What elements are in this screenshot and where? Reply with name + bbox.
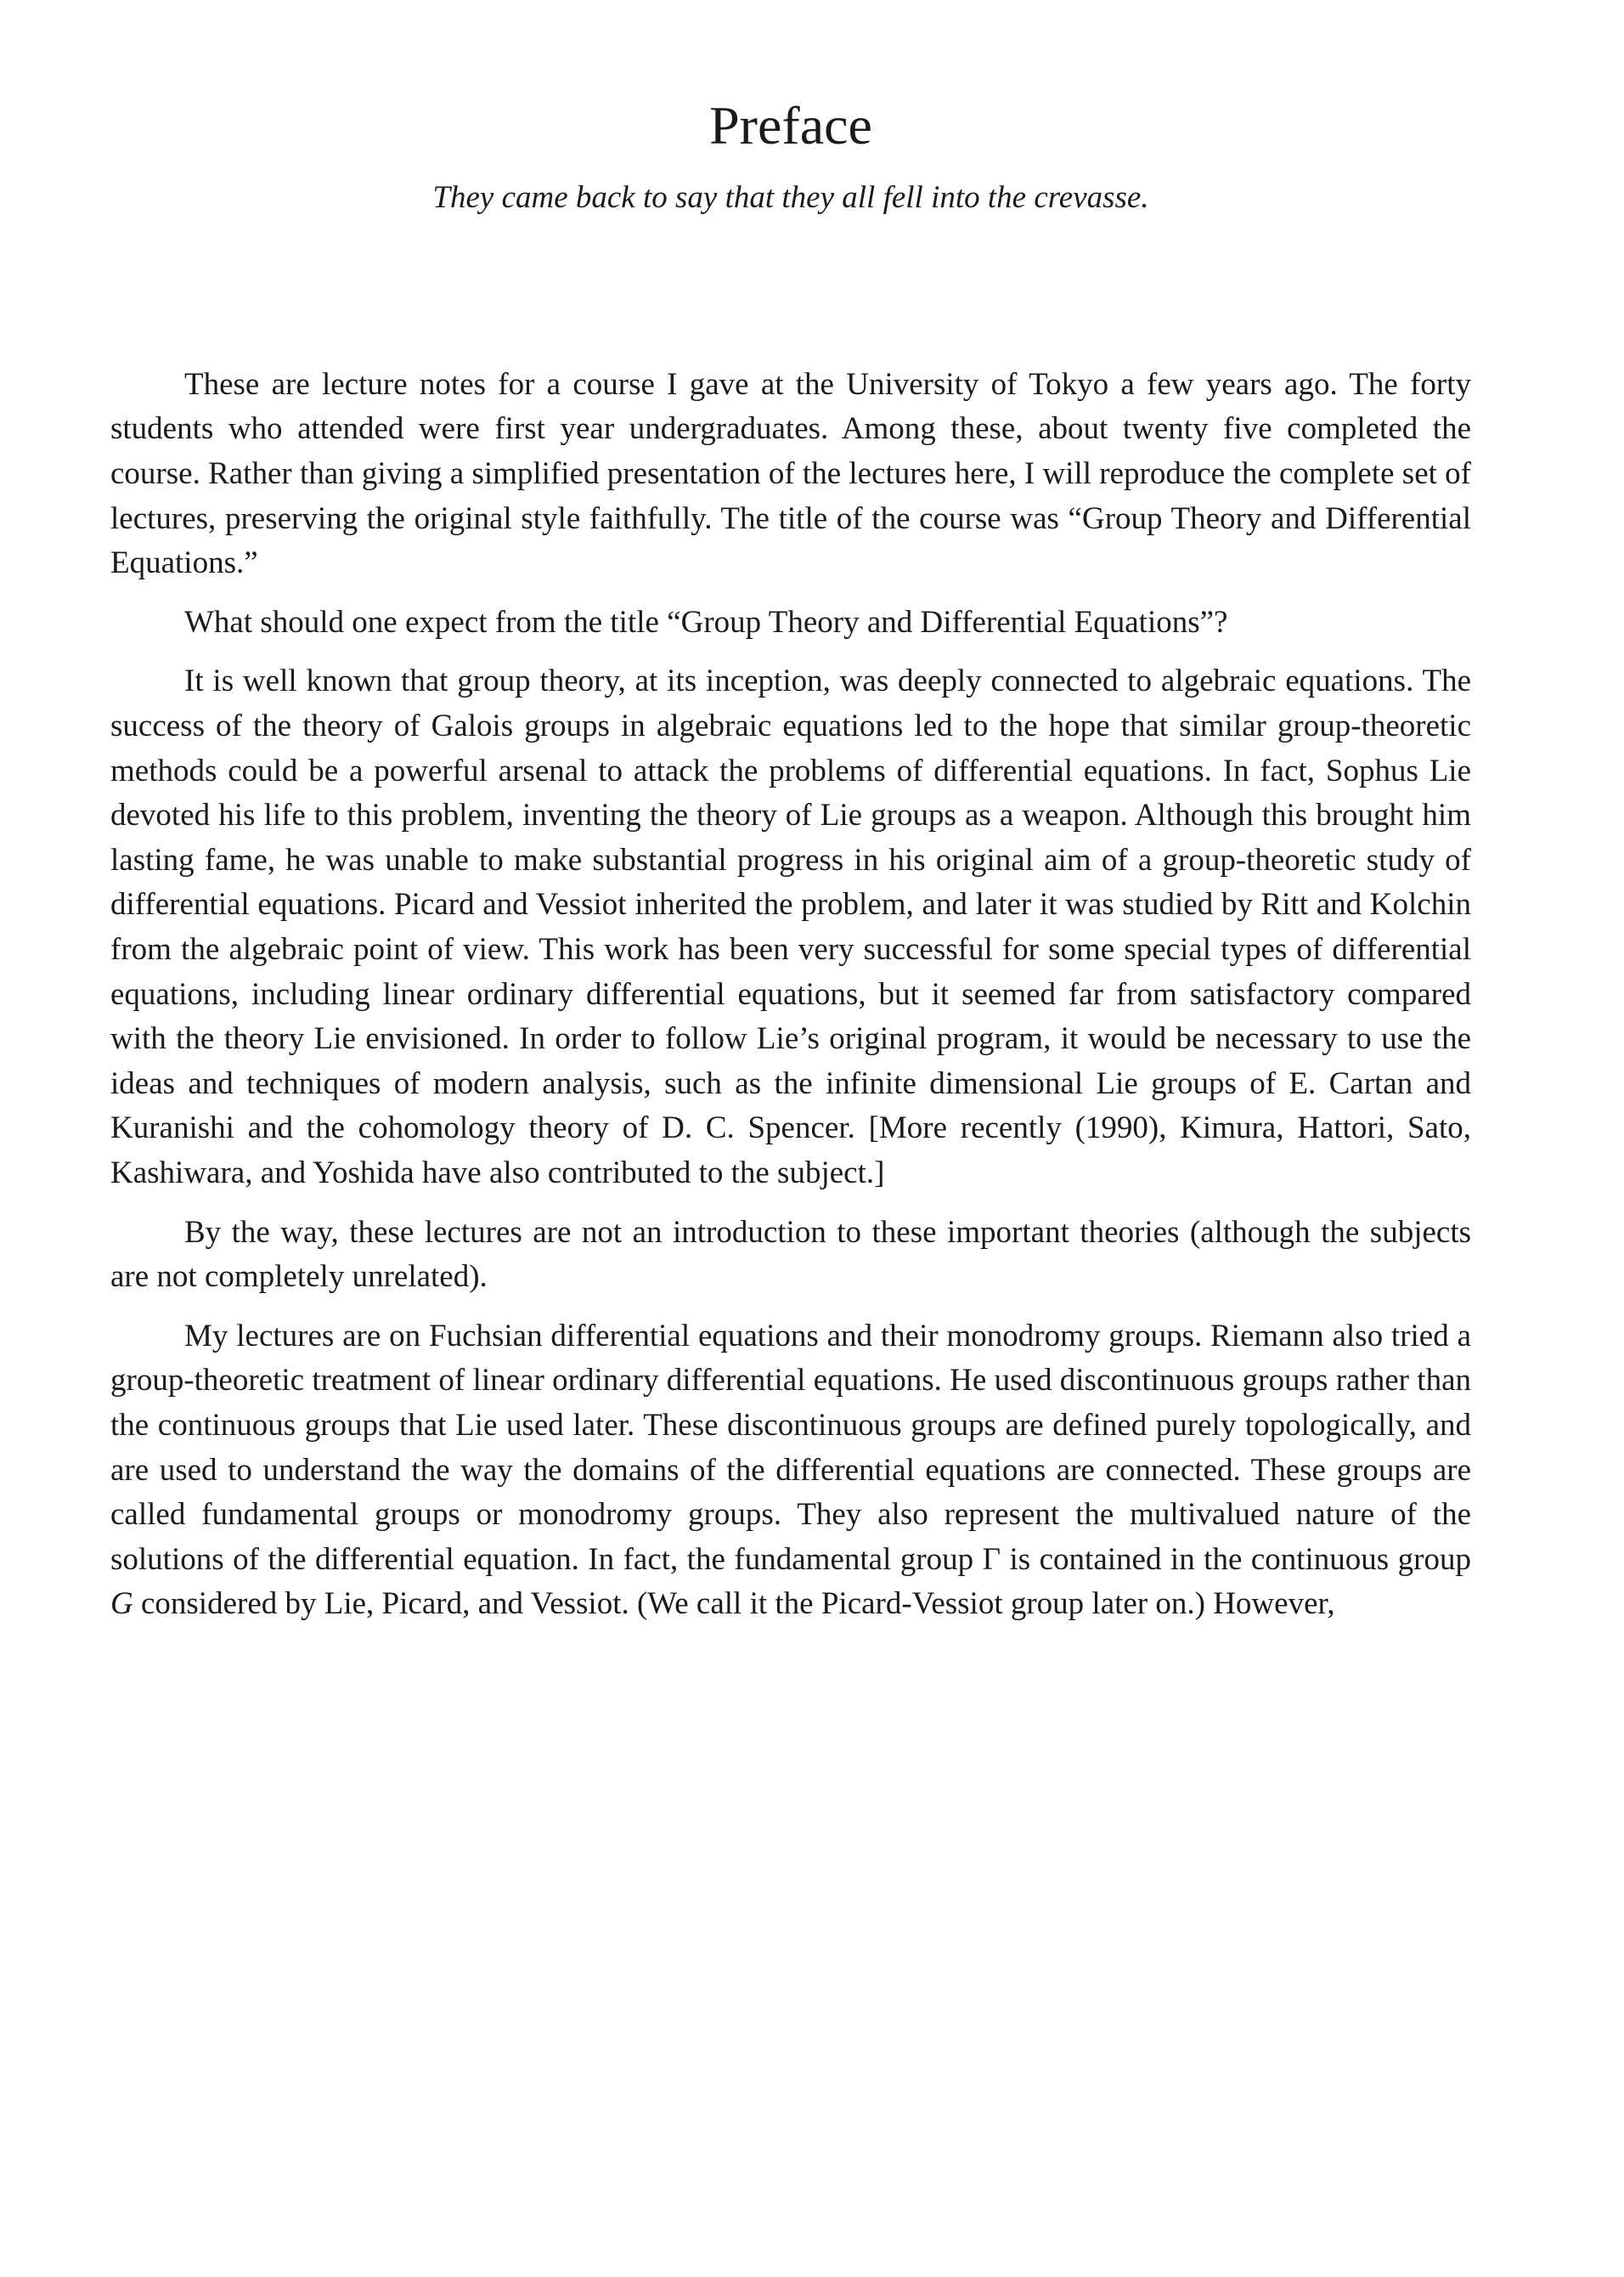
paragraph-2: What should one expect from the title “Group Theory and Differential Equations”? [184, 604, 1228, 640]
paragraph-5 [110, 1314, 1471, 1627]
page [110, 93, 1471, 1641]
math-g: G [110, 1586, 133, 1622]
epigraph: They came back to say that they all fell into the crevasse. [432, 179, 1149, 215]
paragraph-5-part-3: considered by Lie, Picard, and Vessiot. (We call it the Picard-Vessiot group later on.) However, [133, 1586, 1335, 1622]
paragraph-1: These are lecture notes for a course I gave at the University of Tokyo a few years ago. The forty students who attended were first year undergraduates. Among these, about twenty five completed the course. Rather than giving a simplified presentation of the lectures here, I will reproduce the complete set of lectures, preserving the original style faithfully. The title of the course was “Group Theory and Differential Equations.” [110, 366, 1471, 581]
math-gamma: Γ [982, 1541, 1001, 1577]
body-text [110, 363, 1471, 1627]
paragraph-5-part-2: is contained in the continuous group [1001, 1541, 1471, 1577]
paragraph-5-part-1: My lectures are on Fuchsian differential equations and their monodromy groups. Riemann also tried a group-theoretic treatment of linear ordinary differential equations. He used discontinuous groups rather than the continuous groups that Lie used later. These discontinuous groups are defined purely topologically, and are used to understand the way the domains of the differential equations are connected. These groups are called fundamental groups or monodromy groups. They also represent the multivalued nature of the solutions of the differential equation. In fact, the fundamental group [110, 1318, 1471, 1577]
page-title: Preface [709, 95, 872, 155]
paragraph-4: By the way, these lectures are not an introduction to these important theories (although the subjects are not completely unrelated). [110, 1214, 1471, 1295]
paragraph-3: It is well known that group theory, at its inception, was deeply connected to algebraic equations. The success of the theory of Galois groups in algebraic equations led to the hope that similar group-theoretic methods could be a powerful arsenal to attack the problems of differential equations. In fact, Sophus Lie devoted his life to this problem, inventing the theory of Lie groups as a weapon. Although this brought him lasting fame, he was unable to make substantial progress in his original aim of a group-theoretic study of differential equations. Picard and Vessiot inherited the problem, and later it was studied by Ritt and Kolchin from the algebraic point of view. This work has been very successful for some special types of differential equations, including linear ordinary differential equations, but it seemed far from satisfactory compared with the theory Lie envisioned. In order to follow Lie’s original program, it would be necessary to use the ideas and techniques of modern analysis, such as the infinite dimensional Lie groups of E. Cartan and Kuranishi and the cohomology theory of D. C. Spencer. [More recently (1990), Kimura, Hattori, Sato, Kashiwara, and Yoshida have also contributed to the subject.] [110, 664, 1471, 1190]
